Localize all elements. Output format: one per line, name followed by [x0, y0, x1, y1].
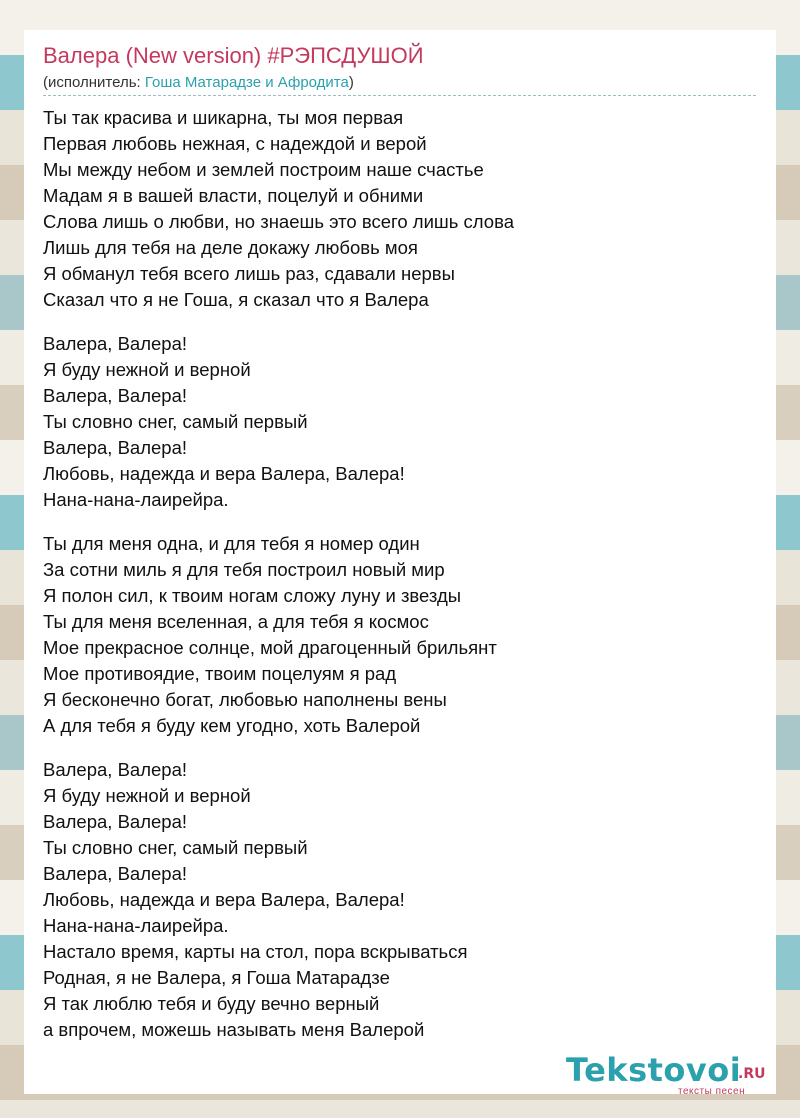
stanza-gap — [43, 313, 743, 331]
lyric-line: Я бесконечно богат, любовью наполнены вены — [43, 689, 447, 710]
stanza-4 — [43, 757, 743, 1043]
lyric-line: Мы между небом и землей построим наше счастье — [43, 159, 484, 180]
lyric-line: Я полон сил, к твоим ногам сложу луну и звезды — [43, 585, 462, 606]
lyric-line: Лишь для тебя на деле докажу любовь моя — [43, 237, 418, 258]
lyrics-card — [24, 30, 776, 1097]
lyric-line: Любовь, надежда и вера Валера, Валера! — [43, 889, 405, 910]
lyric-line: За сотни миль я для тебя построил новый мир — [43, 559, 445, 580]
lyric-line: Валера, Валера! — [43, 385, 187, 406]
lyric-line: Ты словно снег, самый первый — [43, 837, 308, 858]
lyrics-text — [43, 105, 743, 1043]
title-divider — [43, 95, 756, 96]
lyric-line: А для тебя я буду кем угодно, хоть Валерой — [43, 715, 421, 736]
lyric-line: Валера, Валера! — [43, 811, 187, 832]
lyric-line: Любовь, надежда и вера Валера, Валера! — [43, 463, 405, 484]
lyric-line: Валера, Валера! — [43, 333, 187, 354]
lyric-line: Я так люблю тебя и буду вечно верный — [43, 993, 380, 1014]
stanza-gap — [43, 513, 743, 531]
stanza-3 — [43, 531, 743, 739]
lyric-line: Ты для меня одна, и для тебя я номер один — [43, 533, 420, 554]
song-title: Валера (New version) #РЭПСДУШОЙ — [43, 43, 424, 68]
artist-suffix: ) — [348, 74, 354, 91]
logo-tagline: тексты песен — [678, 1086, 746, 1097]
artist-prefix: (исполнитель: — [43, 74, 145, 91]
lyric-line: Первая любовь нежная, с надеждой и верой — [43, 133, 427, 154]
lyric-line: Слова лишь о любви, но знаешь это всего лишь слова — [43, 211, 514, 232]
lyric-line: Ты словно снег, самый первый — [43, 411, 308, 432]
lyric-line: а впрочем, можешь называть меня Валерой — [43, 1019, 425, 1040]
lyric-line: Я обманул тебя всего лишь раз, сдавали нервы — [43, 263, 455, 284]
stanza-gap — [43, 739, 743, 757]
lyric-line: Родная, я не Валера, я Гоша Матарадзе — [43, 967, 390, 988]
stanza-2 — [43, 331, 743, 513]
lyric-line: Я буду нежной и верной — [43, 359, 251, 380]
artist-line — [43, 73, 354, 93]
logo-name: Tekstovoi — [566, 1051, 742, 1089]
lyric-line: Нана-нана-лаирейра. — [43, 489, 229, 510]
lyric-line: Нана-нана-лаирейра. — [43, 915, 229, 936]
artist-link[interactable]: Гоша Матарадзе и Афродита — [144, 74, 349, 91]
lyric-line: Мое прекрасное солнце, мой драгоценный брильянт — [43, 637, 497, 658]
site-logo[interactable] — [566, 1052, 776, 1096]
lyric-line: Ты так красива и шикарна, ты моя первая — [43, 107, 404, 128]
lyric-line: Я буду нежной и верной — [43, 785, 251, 806]
lyric-line: Ты для меня вселенная, а для тебя я космос — [43, 611, 429, 632]
lyric-line: Сказал что я не Гоша, я сказал что я Валера — [43, 289, 429, 310]
lyric-line: Валера, Валера! — [43, 437, 187, 458]
lyric-line: Мадам я в вашей власти, поцелуй и обними — [43, 185, 424, 206]
lyric-line: Валера, Валера! — [43, 863, 187, 884]
logo-tld: .RU — [738, 1066, 766, 1082]
lyric-line: Валера, Валера! — [43, 759, 187, 780]
lyric-line: Мое противоядие, твоим поцелуям я рад — [43, 663, 397, 684]
stanza-1 — [43, 105, 743, 313]
lyric-line: Настало время, карты на стол, пора вскрываться — [43, 941, 468, 962]
